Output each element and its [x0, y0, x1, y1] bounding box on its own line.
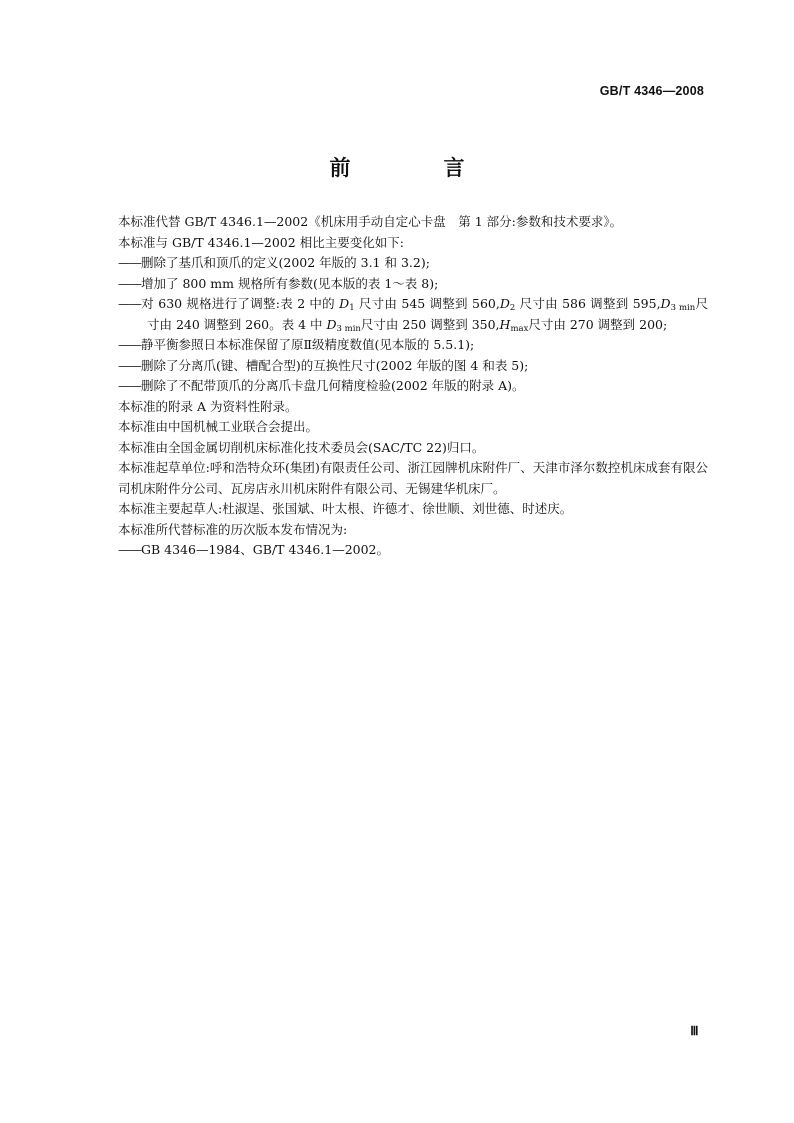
symbol-d: D	[339, 296, 350, 311]
paragraph-replaces: 本标准代替 GB/T 4346.1—2002《机床用手动自定心卡盘 第 1 部分:参数和技术要求》。	[118, 214, 623, 229]
symbol-d: D	[326, 316, 337, 332]
change-text: 删除了基爪和顶爪的定义(2002 年版的 3.1 和 3.2);	[141, 255, 430, 270]
change-text: 静平衡参照日本标准保留了原Ⅱ级精度数值(见本版的 5.5.1);	[141, 337, 475, 352]
change-item	[118, 335, 708, 356]
paragraph-drafters: 本标准主要起草人:杜淑逞、张国斌、叶太根、许德才、徐世顺、刘世德、时述庆。	[118, 501, 573, 516]
paragraph-history-intro: 本标准所代替标准的历次版本发布情况为:	[118, 521, 348, 537]
change-item	[118, 376, 708, 397]
history-text: GB 4346—1984、GB/T 4346.1—2002。	[141, 542, 390, 557]
subscript: 3 min	[336, 323, 361, 334]
change-text: 尺寸由 250 调整到 350,	[360, 316, 500, 332]
paragraph-committee: 本标准由全国金属切削机床标准化技术委员会(SAC/TC 22)归口。	[118, 439, 485, 455]
dash: ——	[118, 378, 141, 393]
symbol-h: H	[499, 316, 511, 332]
standard-code: GB/T 4346—2008	[599, 84, 704, 98]
change-text: 对 630 规格进行了调整:表 2 中的	[141, 296, 340, 311]
page-title: 前 言	[329, 155, 501, 180]
page-number: Ⅲ	[690, 1024, 698, 1038]
paragraph-proposer: 本标准由中国机械工业联合会提出。	[118, 419, 319, 434]
change-text: 尺寸由 545 调整到 560,	[354, 296, 500, 311]
change-text: 尺寸由 270 调整到 200;	[528, 316, 668, 332]
paragraph-changes-intro: 本标准与 GB/T 4346.1—2002 相比主要变化如下:	[118, 234, 404, 250]
change-item	[118, 294, 708, 335]
dash: ——	[118, 296, 141, 311]
subscript: 1	[349, 303, 355, 313]
symbol-d: D	[660, 296, 671, 311]
change-item	[118, 356, 708, 377]
paragraph-drafting-units: 本标准起草单位:呼和浩特众环(集团)有限责任公司、浙江园牌机床附件厂、天津市泽尔数控机床成套有限公司机床附件分公司、瓦房店永川机床附件有限公司、无锡建华机床厂。	[118, 460, 708, 496]
history-item	[118, 540, 708, 561]
change-item	[118, 253, 708, 274]
dash: ——	[118, 255, 141, 270]
dash: ——	[118, 337, 141, 352]
change-text: 删除了分离爪(键、槽配合型)的互换性尺寸(2002 年版的图 4 和表 5);	[141, 357, 529, 373]
paragraph-appendix: 本标准的附录 A 为资料性附录。	[118, 398, 298, 414]
dash: ——	[118, 357, 141, 373]
change-item	[118, 274, 708, 295]
change-text: 增加了 800 mm 规格所有参数(见本版的表 1～表 8);	[141, 275, 439, 291]
change-text: 删除了不配带顶爪的分离爪卡盘几何精度检验(2002 年版的附录 A)。	[141, 378, 525, 393]
dash: ——	[118, 275, 141, 291]
subscript: 2	[509, 303, 516, 313]
change-text: 尺寸由 240 调整到 260。表 4 中	[147, 296, 708, 332]
subscript: 3 min	[670, 303, 696, 313]
subscript: max	[510, 323, 529, 334]
change-text: 尺寸由 586 调整到 595,	[515, 296, 661, 311]
foreword-body	[118, 212, 708, 561]
dash: ——	[118, 542, 141, 557]
symbol-d: D	[499, 296, 510, 311]
